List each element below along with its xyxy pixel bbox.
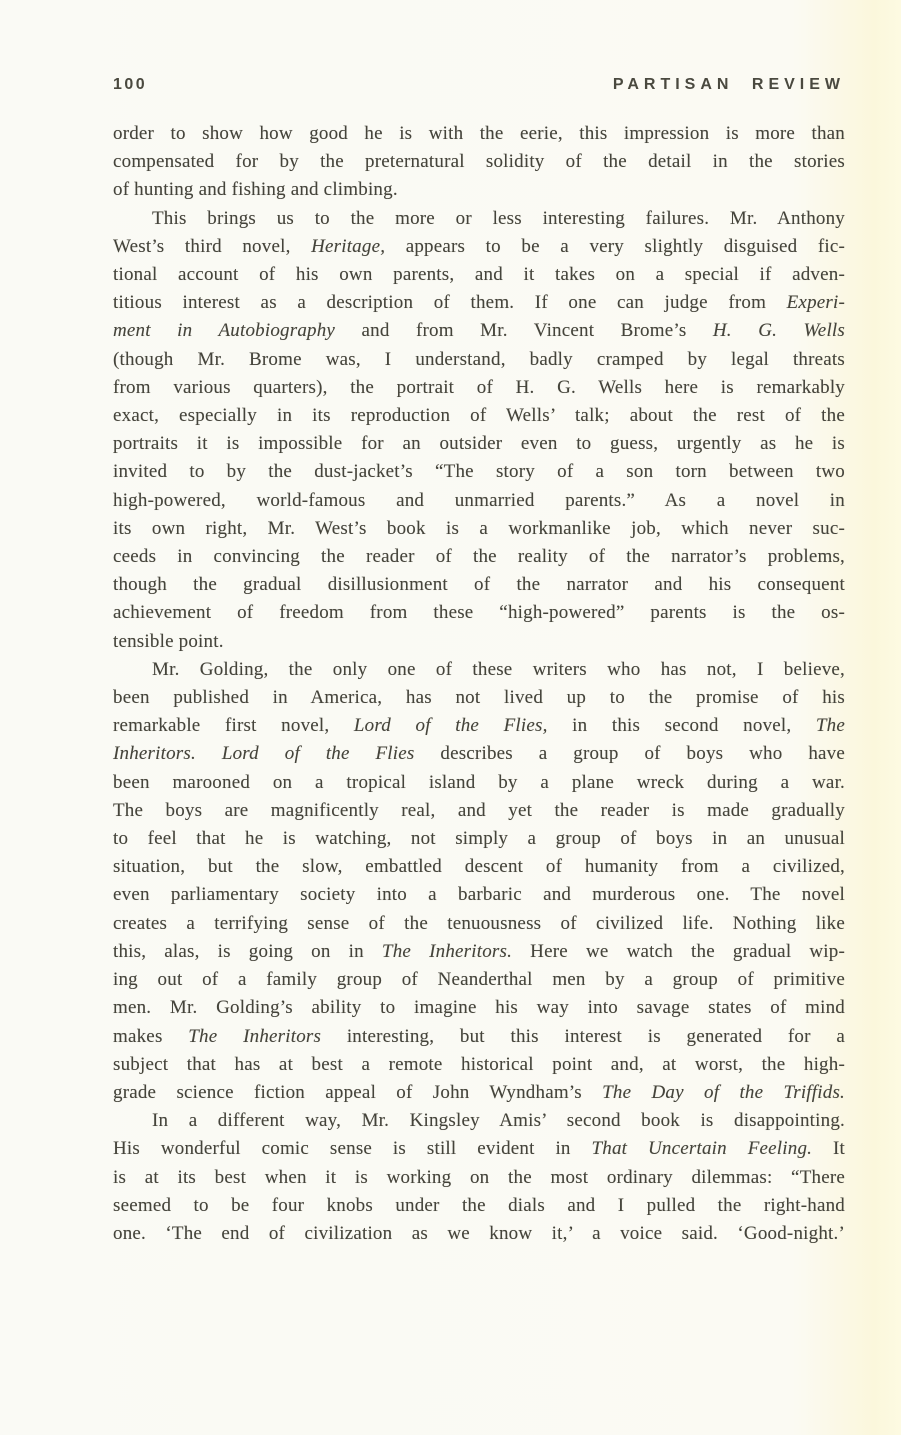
- text-segment: interesting, but this interest is generated for a: [321, 1025, 845, 1047]
- text-line: [113, 430, 845, 458]
- text-line: [113, 684, 845, 712]
- text-line: [113, 515, 845, 543]
- text-segment: portraits it is impossible for an outsider even to guess, urgently as he is: [113, 433, 845, 455]
- text-segment: this, alas, is going on in: [113, 940, 382, 962]
- text-segment: subject that has at best a remote historical point and, at worst, the high-: [113, 1053, 845, 1075]
- text-line: [113, 458, 845, 486]
- text-line: [113, 740, 845, 768]
- text-segment: This brings us to the more or less interesting failures. Mr. Anthony: [152, 207, 845, 229]
- text-line: [113, 994, 845, 1022]
- text-line: [113, 1192, 845, 1220]
- text-segment: seemed to be four knobs under the dials and I pulled the right-hand: [113, 1194, 845, 1216]
- text-segment: The boys are magnificently real, and yet the reader is made gradually: [113, 799, 845, 821]
- text-line: [113, 1079, 845, 1107]
- text-line: [113, 402, 845, 430]
- italic-text-segment: Lord of the Flies,: [353, 715, 548, 737]
- text-segment: grade science fiction appeal of John Wyndham’s: [113, 1081, 603, 1103]
- text-line: [113, 853, 845, 881]
- text-segment: appears to be a very slightly disguised fic-: [385, 235, 845, 257]
- text-line: [113, 938, 845, 966]
- text-segment: creates a terrifying sense of the tenuousness of civilized life. Nothing like: [113, 912, 845, 934]
- text-line: [113, 797, 845, 825]
- text-line: [113, 374, 845, 402]
- italic-text-segment: The Inheritors: [188, 1025, 322, 1047]
- text-line: [113, 1051, 845, 1079]
- text-segment: invited to by the dust-jacket’s “The story of a son torn between two: [113, 461, 845, 483]
- text-segment: been published in America, has not lived up to the promise of his: [113, 687, 845, 709]
- text-line: [113, 233, 845, 261]
- italic-text-segment: That Uncertain Feeling.: [591, 1138, 813, 1160]
- text-segment: achievement of freedom from these “high-powered” parents is the os-: [113, 602, 845, 624]
- text-segment: situation, but the slow, embattled descent of humanity from a civilized,: [113, 856, 845, 878]
- italic-text-segment: H. G. Wells: [712, 320, 845, 342]
- text-segment: been marooned on a tropical island by a plane wreck during a war.: [113, 771, 845, 793]
- italic-text-segment: ment in Autobiography: [113, 320, 336, 342]
- text-segment: titious interest as a description of them. If one can judge from: [113, 292, 787, 314]
- text-segment: In a different way, Mr. Kingsley Amis’ second book is disappointing.: [152, 1110, 845, 1132]
- text-segment: exact, especially in its reproduction of Wells’ talk; about the rest of the: [113, 405, 845, 427]
- text-segment: from various quarters), the portrait of H. G. Wells here is remarkably: [113, 376, 845, 398]
- text-line: [113, 825, 845, 853]
- italic-text-segment: The Day of the Triffids.: [602, 1081, 845, 1103]
- text-segment: tional account of his own parents, and it takes on a special if adven-: [113, 264, 845, 286]
- text-segment: ing out of a family group of Neanderthal men by a group of primitive: [113, 969, 845, 991]
- text-segment: high-powered, world-famous and unmarried parents.” As a novel in: [113, 489, 845, 511]
- text-line: [113, 543, 845, 571]
- page-body: [113, 120, 845, 1248]
- text-segment: and from Mr. Vincent Brome’s: [335, 320, 713, 342]
- text-segment: one. ‘The end of civilization as we know it,’ a voice said. ‘Good-night.’: [113, 1222, 845, 1244]
- text-line: [113, 881, 845, 909]
- text-line: [113, 712, 845, 740]
- text-line: [113, 1023, 845, 1051]
- text-line: [113, 628, 845, 656]
- text-line: [113, 346, 845, 374]
- text-line: [113, 176, 845, 204]
- text-segment: even parliamentary society into a barbaric and murderous one. The novel: [113, 884, 845, 906]
- text-segment: is at its best when it is working on the most ordinary dilemmas: “There: [113, 1166, 845, 1188]
- text-segment: in this second novel,: [547, 715, 816, 737]
- text-line: [113, 289, 845, 317]
- italic-text-segment: The Inheritors.: [381, 940, 513, 962]
- text-line: [113, 487, 845, 515]
- text-line: [113, 1220, 845, 1248]
- journal-title: PARTISAN REVIEW: [612, 76, 845, 93]
- text-line: [113, 910, 845, 938]
- page-number: 100: [113, 76, 148, 93]
- text-line: [113, 599, 845, 627]
- text-segment: ceeds in convincing the reader of the reality of the narrator’s problems,: [113, 546, 845, 568]
- text-segment: (though Mr. Brome was, I understand, badly cramped by legal threats: [113, 348, 845, 370]
- text-segment: its own right, Mr. West’s book is a workmanlike job, which never suc-: [113, 517, 845, 539]
- text-line: [113, 317, 845, 345]
- text-segment: tensible point.: [113, 630, 224, 652]
- italic-text-segment: Heritage,: [311, 235, 386, 257]
- text-line: [113, 261, 845, 289]
- text-segment: to feel that he is watching, not simply a group of boys in an unusual: [113, 828, 845, 850]
- italic-text-segment: The: [815, 715, 846, 737]
- italic-text-segment: Inheritors. Lord of the Flies: [113, 743, 415, 765]
- text-line: [113, 120, 845, 148]
- text-segment: of hunting and fishing and climbing.: [113, 179, 398, 201]
- text-line: [113, 966, 845, 994]
- text-segment: It: [812, 1138, 845, 1160]
- text-line: [113, 571, 845, 599]
- text-segment: describes a group of boys who have: [414, 743, 845, 765]
- text-line: [113, 769, 845, 797]
- text-segment: remarkable first novel,: [113, 715, 354, 737]
- text-segment: His wonderful comic sense is still evident in: [113, 1138, 592, 1160]
- text-line: [113, 1135, 845, 1163]
- text-line: [113, 205, 845, 233]
- text-line: [113, 148, 845, 176]
- text-line: [113, 656, 845, 684]
- text-segment: though the gradual disillusionment of the narrator and his consequent: [113, 574, 845, 596]
- text-segment: West’s third novel,: [113, 235, 312, 257]
- text-segment: compensated for by the preternatural solidity of the detail in the stories: [113, 151, 845, 173]
- running-head: [113, 76, 845, 94]
- text-line: [113, 1164, 845, 1192]
- italic-text-segment: Experi-: [786, 292, 845, 314]
- text-segment: order to show how good he is with the eerie, this impression is more than: [113, 123, 845, 144]
- text-segment: men. Mr. Golding’s ability to imagine his way into savage states of mind: [113, 997, 845, 1019]
- text-line: [113, 1107, 845, 1135]
- text-segment: Here we watch the gradual wip-: [512, 940, 846, 962]
- text-segment: Mr. Golding, the only one of these writers who has not, I believe,: [152, 658, 845, 680]
- text-segment: makes: [113, 1025, 189, 1047]
